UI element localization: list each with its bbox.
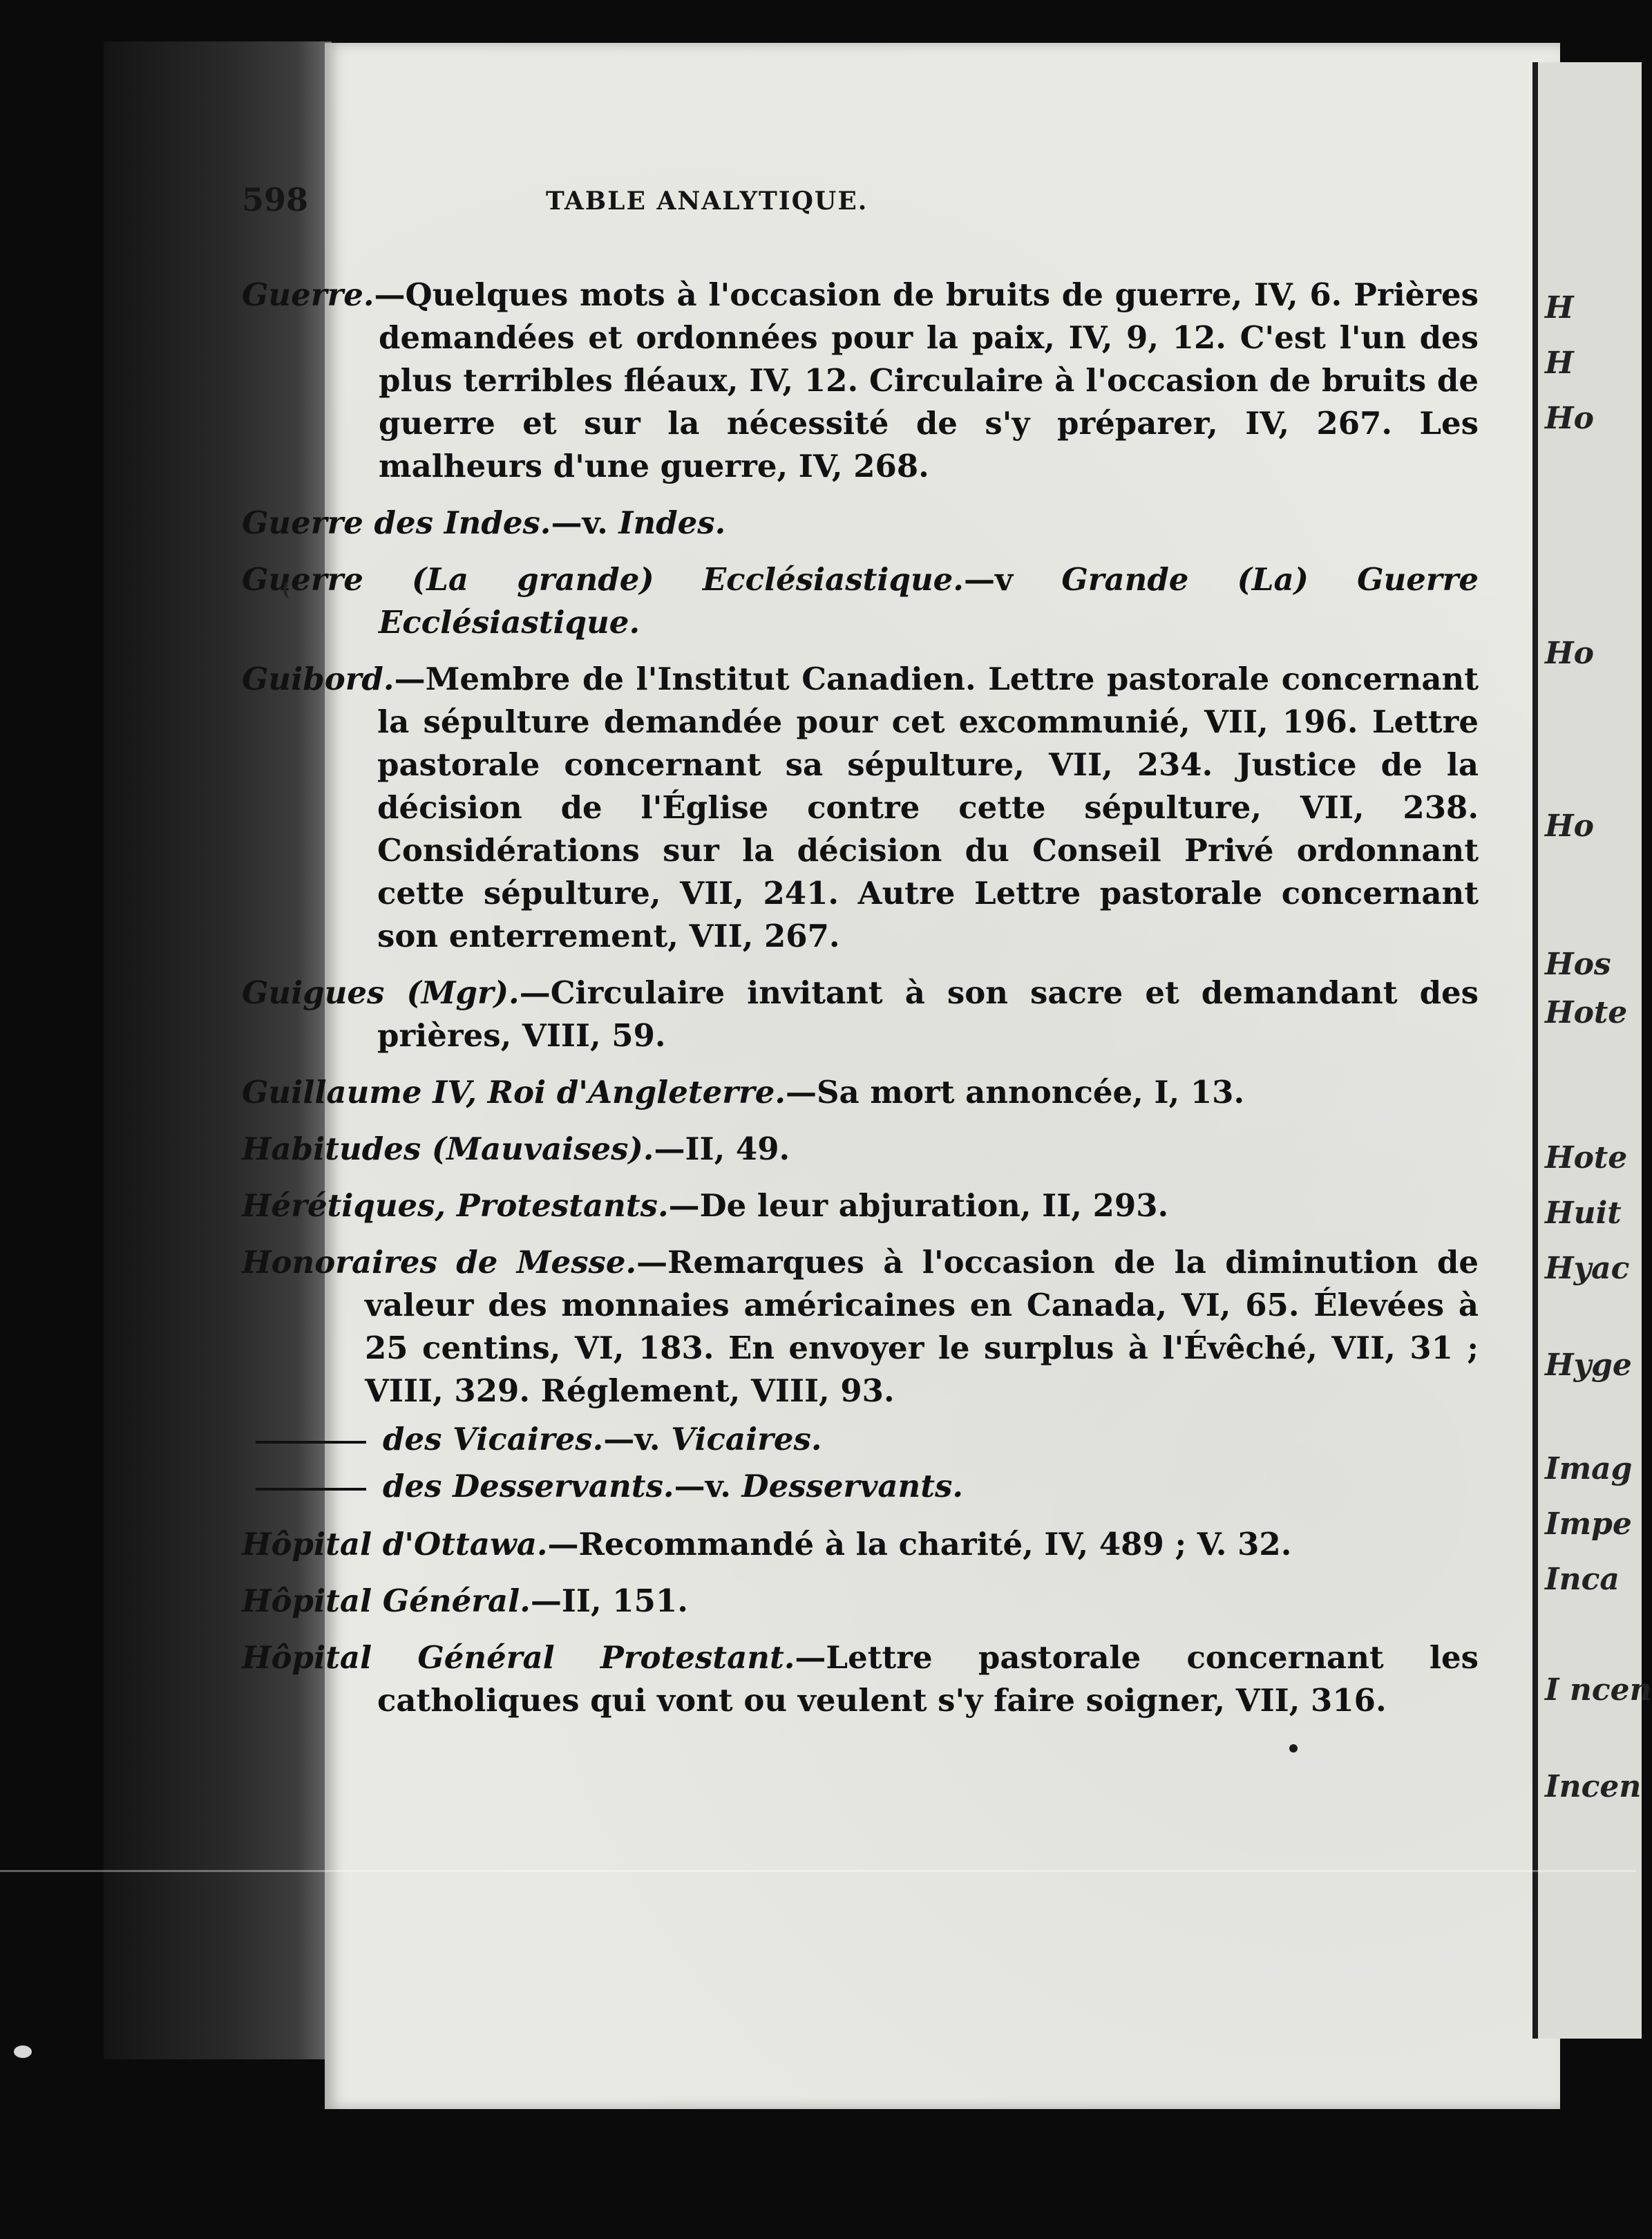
entry-head: Guerre. xyxy=(242,276,374,313)
ditto-dash xyxy=(256,1488,366,1491)
facing-fragment: Hote xyxy=(1545,1140,1628,1175)
index-entry-guigues xyxy=(242,972,1479,1057)
entry-text: —II, 49. xyxy=(654,1131,790,1167)
facing-fragment: I ncen xyxy=(1545,1672,1652,1708)
running-title: TABLE ANALYTIQUE. xyxy=(546,187,868,216)
facing-fragment: Hyac xyxy=(1545,1251,1630,1286)
entry-head: Hérétiques, Protestants. xyxy=(242,1187,669,1224)
sub-entry-ref: Vicaires. xyxy=(671,1421,822,1457)
facing-fragment: H xyxy=(1545,346,1574,381)
entry-text: —Membre de l'Institut Canadien. Lettre pastorale concernant la sépulture demandée pour cet excommunié, VII, 196. Lettre pastorale concernant sa sépulture, VII, 234. Justice de la décision de l'Église contre cette sépulture, VII, 238. Considérations sur la décision du Conseil Privé ordonnant cette sépulture, VII, 241. Autre Lettre pastorale concernant son enterrement, VII, 267. xyxy=(377,661,1479,954)
scan-artifact-line xyxy=(0,1870,1636,1872)
index-entry-hopital-protestant xyxy=(242,1636,1479,1722)
entry-text: —Quelques mots à l'occasion de bruits de guerre, IV, 6. Prières demandées et ordonnées pour la paix, IV, 9, 12. C'est l'un des plus terribles fléaux, IV, 12. Circulaire à l'occasion de bruits de guerre et sur la nécessité de s'y préparer, IV, 267. Les malheurs d'une guerre, IV, 268. xyxy=(374,276,1479,484)
entry-head: Guerre des Indes. xyxy=(242,504,551,541)
page-number: 598 xyxy=(242,181,309,218)
facing-fragment: Hos xyxy=(1545,947,1611,982)
facing-fragment: Imag xyxy=(1545,1451,1633,1486)
entry-ref: Grande (La) Guerre Ecclésiastique. xyxy=(379,561,1479,641)
facing-page-edge xyxy=(1532,62,1652,2039)
entry-head: Habitudes (Mauvaises). xyxy=(242,1131,654,1167)
index-entry-habitudes xyxy=(242,1128,1479,1171)
sub-entry-text: —v. xyxy=(603,1421,672,1457)
index-entry-guibord xyxy=(242,658,1479,958)
index-entry-hopital-general xyxy=(242,1580,1479,1623)
index-entries xyxy=(242,274,1479,1736)
sub-entry-desservants xyxy=(242,1465,1479,1508)
entry-ref: Indes. xyxy=(618,504,726,541)
sub-entry-head: des Desservants. xyxy=(383,1468,674,1504)
entry-head: Hôpital d'Ottawa. xyxy=(242,1526,548,1562)
entry-text: —Remarques à l'occasion de la diminution de valeur des monnaies américaines en Canada, VI, 65. Élevées à 25 centins, VI, 183. En envoyer le surplus à l'Évêché, VII, 31 ; VIII, 329. Réglement, VIII, 93. xyxy=(365,1244,1479,1409)
entry-text: —II, 151. xyxy=(530,1583,688,1619)
entry-text: —Circulaire invitant à son sacre et demandant des prières, VIII, 59. xyxy=(377,974,1479,1054)
scan-speck xyxy=(14,2046,32,2058)
index-entry-guillaume xyxy=(242,1071,1479,1114)
facing-fragment: Impe xyxy=(1545,1506,1632,1542)
entry-text: —v xyxy=(963,561,1062,598)
scan-speck xyxy=(1289,1744,1298,1753)
sub-entry-vicaires xyxy=(242,1418,1479,1461)
sub-entry-text: —v. xyxy=(674,1468,742,1504)
entry-head: Hôpital Général Protestant. xyxy=(242,1639,795,1676)
index-entry-guerre xyxy=(242,274,1479,488)
scan-speck xyxy=(283,580,296,598)
entry-head: Guillaume IV, Roi d'Angleterre. xyxy=(242,1074,786,1111)
facing-fragment: H xyxy=(1545,290,1574,325)
facing-fragment: Hote xyxy=(1545,995,1628,1030)
index-entry-honoraires xyxy=(242,1241,1479,1413)
entry-text: —v. xyxy=(551,504,619,541)
index-entry-heretiques xyxy=(242,1184,1479,1227)
index-entry-hopital-ottawa xyxy=(242,1523,1479,1566)
entry-head: Hôpital Général. xyxy=(242,1583,531,1619)
facing-fragment: Hyge xyxy=(1545,1348,1632,1383)
facing-fragment: Huit xyxy=(1545,1196,1622,1231)
facing-fragment: Ho xyxy=(1545,401,1594,436)
entry-text: —Lettre pastorale concernant les catholiques qui vont ou veulent s'y faire soigner, VII, 316. xyxy=(377,1639,1479,1719)
facing-fragment: Inca xyxy=(1545,1562,1620,1597)
entry-head: Guibord. xyxy=(242,661,395,697)
entry-head: Guerre (La grande) Ecclésiastique. xyxy=(242,561,964,598)
facing-fragment: Ho xyxy=(1545,809,1594,844)
ditto-dash xyxy=(256,1441,366,1444)
facing-fragment: Incen xyxy=(1545,1769,1642,1804)
entry-text: —Sa mort annoncée, I, 13. xyxy=(786,1074,1245,1111)
entry-text: —De leur abjuration, II, 293. xyxy=(668,1187,1169,1224)
sub-entry-head: des Vicaires. xyxy=(383,1421,604,1457)
index-entry-grande-guerre xyxy=(242,558,1479,644)
facing-fragment: Ho xyxy=(1545,636,1594,671)
entry-head: Honoraires de Messe. xyxy=(242,1244,637,1281)
sub-entry-ref: Desservants. xyxy=(741,1468,964,1504)
index-entry-guerre-des-indes xyxy=(242,502,1479,545)
entry-text: —Recommandé à la charité, IV, 489 ; V. 32. xyxy=(547,1526,1292,1562)
entry-head: Guigues (Mgr). xyxy=(242,974,520,1011)
